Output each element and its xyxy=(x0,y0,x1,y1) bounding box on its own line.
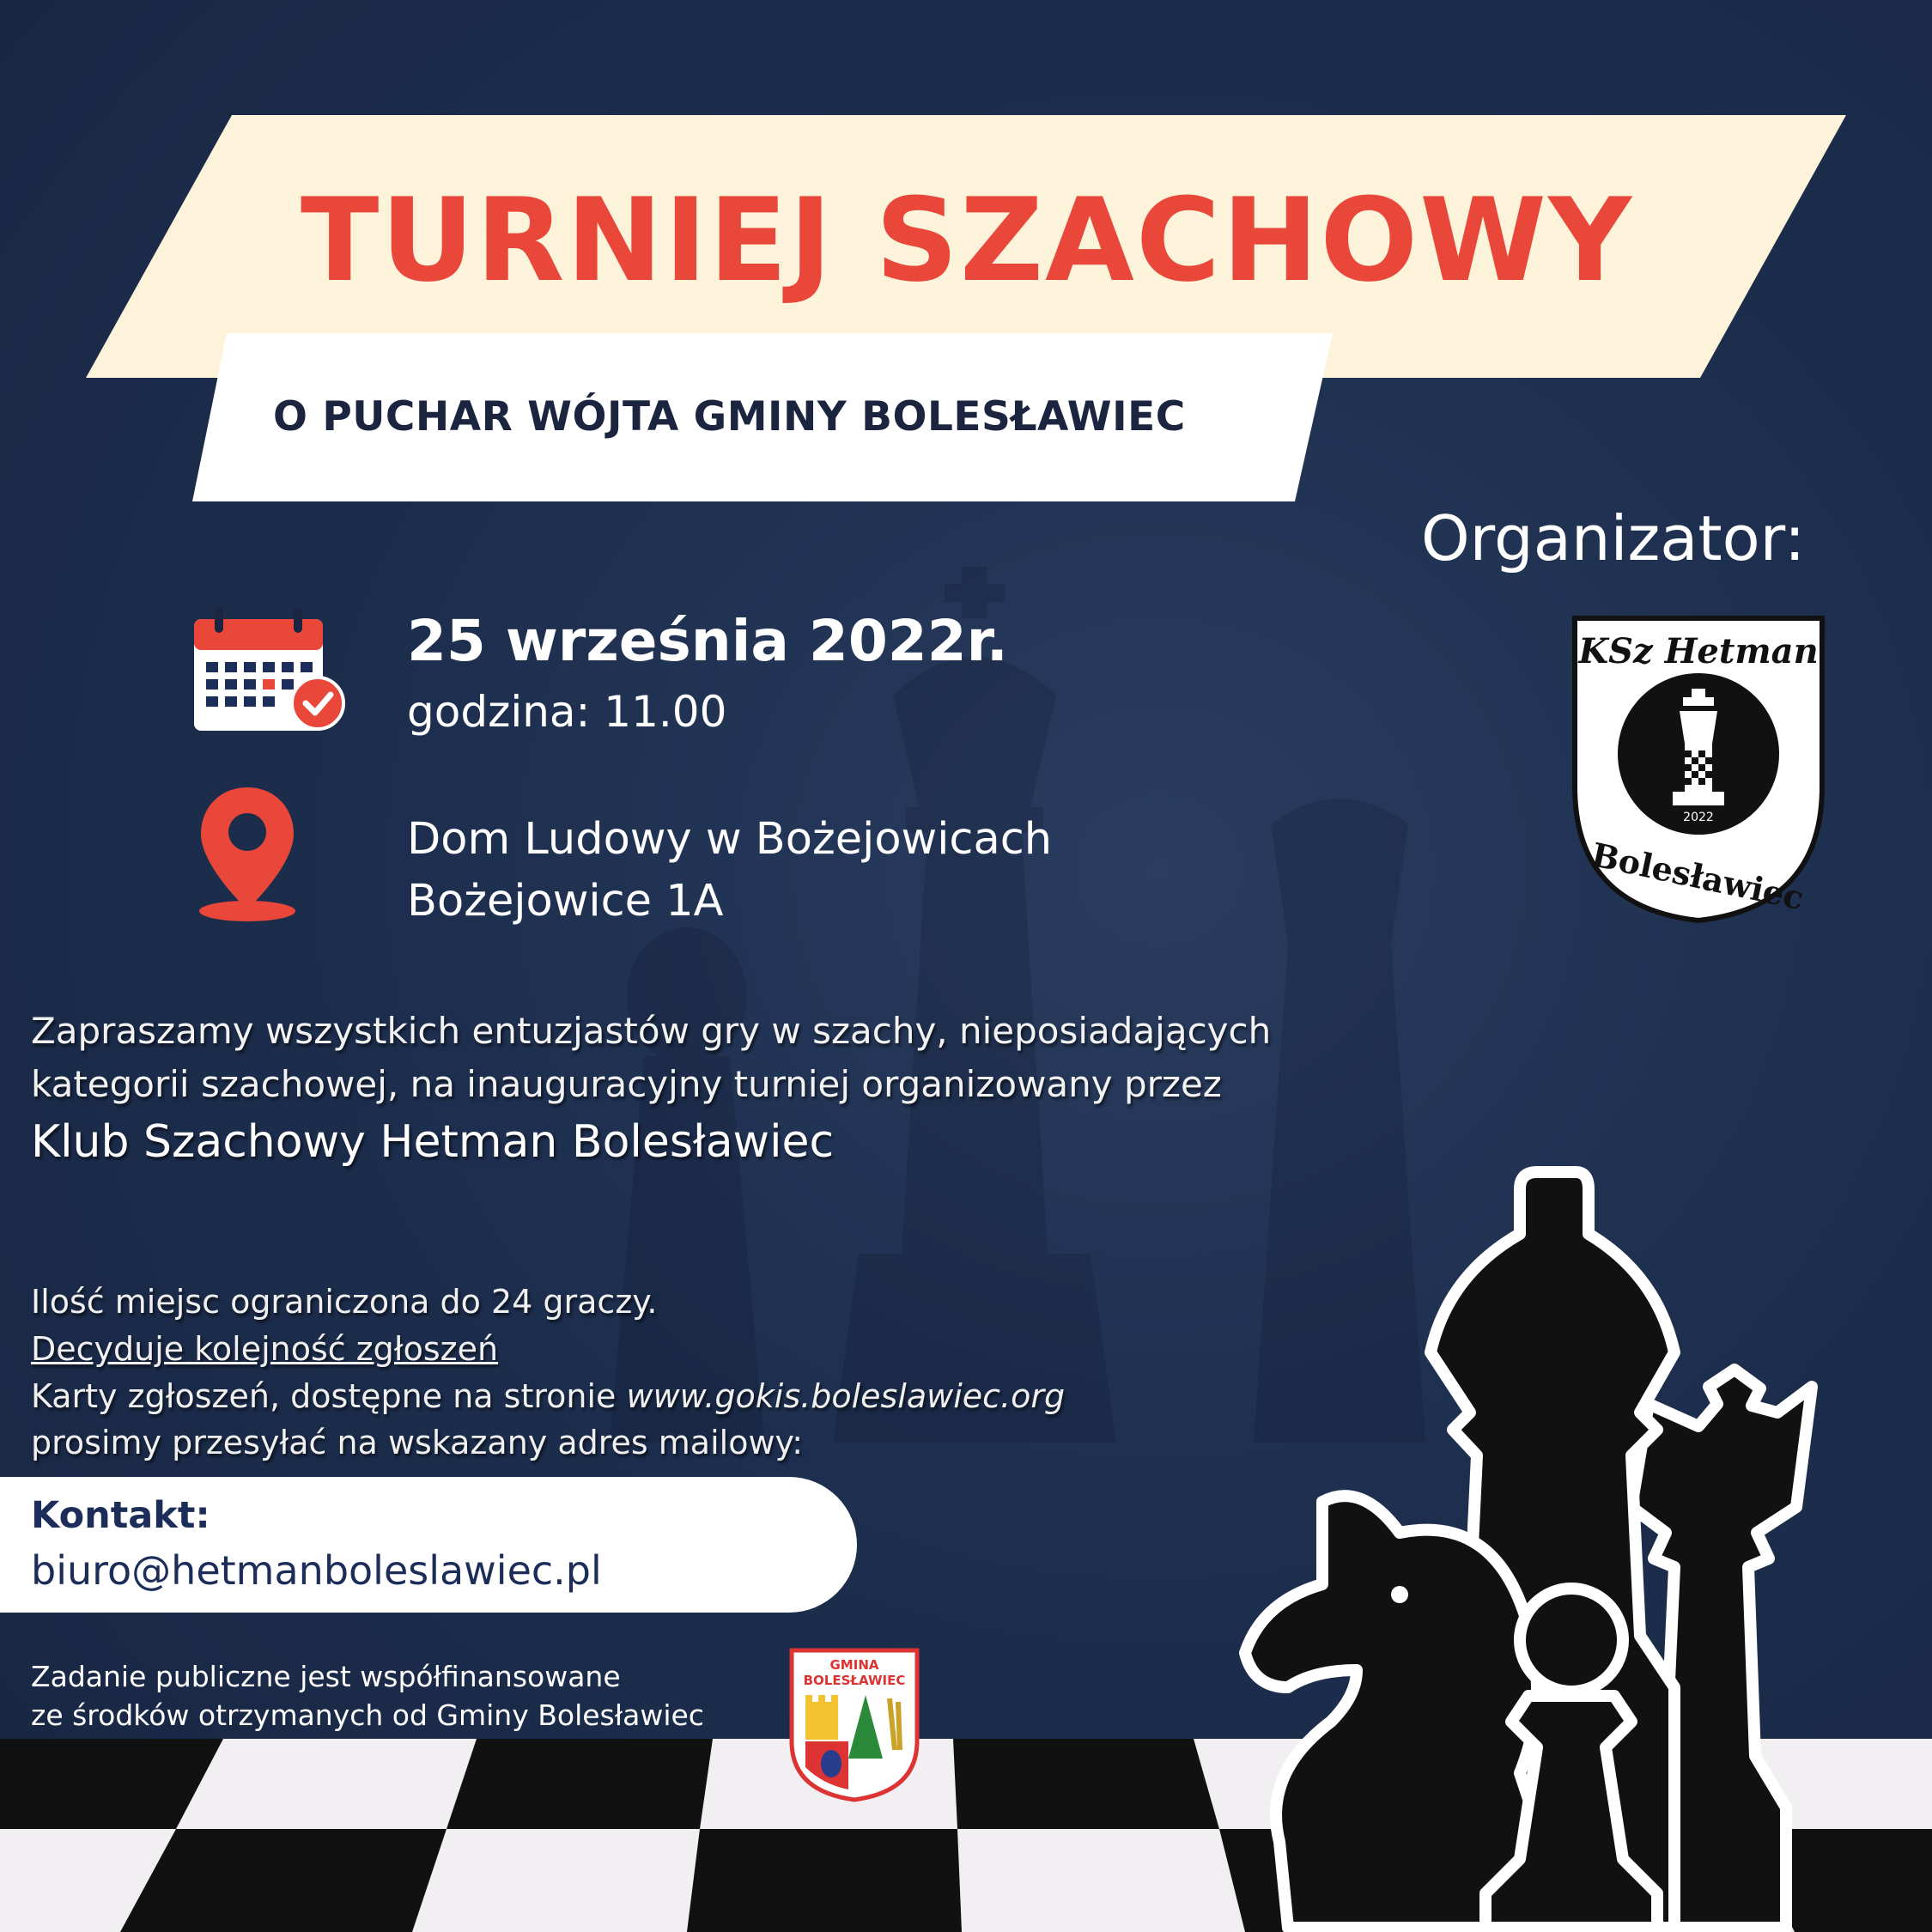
organizer-label: Organizator: xyxy=(1421,502,1806,574)
funding-line-2: ze środków otrzymanych od Gminy Bolesławiec xyxy=(31,1698,704,1732)
invitation-line-1: Zapraszamy wszystkich entuzjastów gry w szachy, nieposiadających xyxy=(31,1010,1272,1052)
website-link[interactable]: www.gokis.boleslawiec.org xyxy=(626,1377,1066,1415)
seat-limit-text: Ilość miejsc ograniczona do 24 graczy. xyxy=(31,1283,658,1321)
calendar-icon xyxy=(191,605,347,734)
registration-cards-text xyxy=(31,1377,1065,1415)
registration-send-text: prosimy przesyłać na wskazany adres mailowy: xyxy=(31,1424,804,1461)
club-logo-bottom-text: Bolesławiec xyxy=(1588,835,1807,918)
contact-email-link[interactable]: biuro@hetmanboleslawiec.pl xyxy=(31,1547,602,1594)
club-logo-year: 2022 xyxy=(1683,811,1714,824)
venue-address: Bożejowice 1A xyxy=(407,876,724,927)
registration-order-text: Decyduje kolejność zgłoszeń xyxy=(31,1330,499,1368)
registration-cards-prefix: Karty zgłoszeń, dostępne na stronie xyxy=(31,1377,627,1415)
invitation-line-2: kategorii szachowej, na inauguracyjny turniej organizowany przez xyxy=(31,1063,1222,1105)
invitation-club-name: Klub Szachowy Hetman Bolesławiec xyxy=(31,1116,835,1168)
club-logo-top-text: KSz Hetman xyxy=(1578,631,1819,671)
chess-pieces-image xyxy=(1228,1155,1915,1932)
gmina-boleslawiec-logo xyxy=(788,1647,920,1803)
gmina-logo-line-1: GMINA xyxy=(829,1657,879,1673)
contact-label: Kontakt: xyxy=(31,1494,210,1537)
funding-line-1: Zadanie publiczne jest współfinansowane xyxy=(31,1660,621,1693)
gmina-logo-line-2: BOLESŁAWIEC xyxy=(803,1673,906,1688)
page-title: TURNIEJ SZACHOWY xyxy=(301,173,1634,307)
location-pin-icon xyxy=(196,784,299,923)
event-date: 25 września 2022r. xyxy=(407,608,1008,674)
club-logo xyxy=(1571,615,1826,924)
event-time: godzina: 11.00 xyxy=(407,687,727,737)
subtitle: O PUCHAR WÓJTA GMINY BOLESŁAWIEC xyxy=(273,393,1186,440)
venue-name: Dom Ludowy w Bożejowicach xyxy=(407,814,1053,865)
